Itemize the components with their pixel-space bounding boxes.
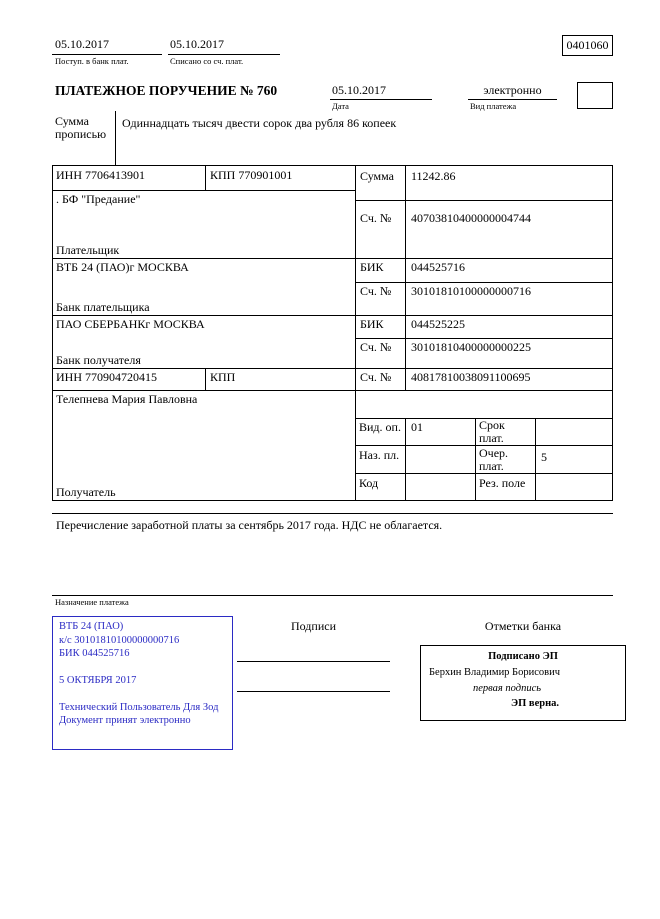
pay-term-label: Срок плат. — [479, 418, 505, 446]
table-grid-line — [405, 165, 406, 390]
received-in-bank-label: Поступ. в банк плат. — [55, 56, 129, 66]
beneficiary-inn: ИНН 770904720415 — [56, 370, 157, 384]
payer-bank-bik-label: БИК — [360, 260, 384, 274]
purpose-area-rule — [52, 595, 613, 596]
purpose-code-label: Наз. пл. — [359, 448, 400, 462]
beneficiary-section-label: Получатель — [56, 485, 116, 499]
debited-label: Списано со сч. плат. — [170, 56, 244, 66]
payer-account-label: Сч. № — [360, 211, 392, 225]
stamp-bank-name: ВТБ 24 (ПАО) — [59, 621, 124, 632]
beneficiary-bank-bik-label: БИК — [360, 317, 384, 331]
table-grid-line — [405, 418, 406, 500]
beneficiary-bank-account-value: 30101810400000000225 — [411, 340, 531, 354]
priority-label: Очер. плат. — [479, 446, 509, 474]
beneficiary-bank-account-label: Сч. № — [360, 340, 392, 354]
beneficiary-bank-bik-value: 044525225 — [411, 317, 465, 331]
code-label: Код — [359, 476, 379, 490]
esign-title: Подписано ЭП — [488, 651, 558, 662]
payer-bank-account-label: Сч. № — [360, 284, 392, 298]
table-grid-line — [355, 200, 612, 201]
payer-name: . БФ "Предание" — [56, 192, 141, 206]
bank-acceptance-stamp — [52, 616, 233, 750]
amount-cell-label: Сумма — [360, 169, 394, 183]
form-code: 0401060 — [566, 38, 609, 52]
stamp-date: 5 ОКТЯБРЯ 2017 — [59, 674, 137, 686]
document-date: 05.10.2017 — [332, 83, 386, 97]
stamp-corr-account: к/с 30101810100000000716 — [59, 634, 180, 646]
document-date-rule — [330, 99, 432, 100]
document-title: ПЛАТЕЖНОЕ ПОРУЧЕНИЕ № 760 — [55, 83, 278, 98]
priority-value: 5 — [541, 450, 547, 464]
op-kind-label: Вид. оп. — [359, 420, 401, 434]
payer-bank-bik-value: 044525716 — [411, 260, 465, 274]
amount-words-divider — [115, 111, 116, 165]
stamp-operator: Технический Пользователь Для Зод — [59, 701, 219, 713]
beneficiary-account-label: Сч. № — [360, 370, 392, 384]
beneficiary-kpp-label: КПП — [210, 370, 236, 384]
table-grid-line — [355, 338, 612, 339]
table-grid-line — [52, 315, 613, 316]
table-grid-line — [52, 500, 613, 501]
esign-kind: первая подпись — [473, 683, 542, 694]
stamp-spacer — [59, 661, 228, 674]
debited-date: 05.10.2017 — [170, 37, 224, 51]
payer-bank-name: ВТБ 24 (ПАО)г МОСКВА — [56, 260, 189, 274]
amount-words-label: Сумма прописью — [55, 114, 107, 142]
op-kind-value: 01 — [411, 420, 423, 434]
signature-line-2 — [237, 691, 390, 692]
table-grid-line — [52, 258, 613, 259]
beneficiary-bank-section-label: Банк получателя — [56, 353, 141, 367]
esign-status: ЭП верна. — [511, 698, 560, 709]
received-in-bank-date: 05.10.2017 — [55, 37, 109, 51]
purpose-label: Назначение платежа — [55, 597, 129, 607]
amount-in-words: Одиннадцать тысяч двести сорок два рубля 86 копеек — [122, 116, 397, 130]
payer-account-value: 40703810400000004744 — [411, 211, 531, 225]
table-grid-line — [52, 165, 613, 166]
amount-cell-value: 11242.86 — [411, 169, 456, 183]
payment-kind-label: Вид платежа — [470, 101, 517, 111]
payment-kind-value: электронно — [483, 83, 542, 97]
received-date-rule — [52, 54, 162, 55]
purpose-text: Перечисление заработной платы за сентябрь 2017 года. НДС не облагается. — [56, 518, 443, 532]
status-code-box — [577, 82, 613, 109]
table-grid-line — [52, 390, 613, 391]
stamp-status: Документ принят электронно — [59, 715, 191, 727]
table-grid-line — [355, 282, 612, 283]
beneficiary-name: Телепнева Мария Павловна — [56, 392, 198, 406]
bank-marks-label: Отметки банка — [484, 619, 562, 633]
table-grid-line — [205, 165, 206, 190]
payer-section-label: Плательщик — [56, 243, 120, 257]
table-grid-line — [475, 418, 476, 500]
reserve-field-label: Рез. поле — [479, 476, 526, 490]
table-grid-line — [535, 418, 536, 500]
beneficiary-bank-name: ПАО СБЕРБАНКг МОСКВА — [56, 317, 205, 331]
form-code-box — [562, 35, 613, 56]
stamp-bik: БИК 044525716 — [59, 648, 130, 660]
table-grid-line — [52, 513, 613, 514]
esign-signer: Берхин Владимир Борисович — [429, 667, 560, 678]
table-grid-line — [355, 165, 356, 500]
payer-inn: ИНН 7706413901 — [56, 168, 145, 182]
payer-bank-account-value: 30101810100000000716 — [411, 284, 531, 298]
table-grid-line — [52, 368, 613, 369]
signature-line-1 — [237, 661, 390, 662]
table-grid-line — [52, 190, 355, 191]
table-grid-line — [52, 165, 53, 500]
beneficiary-account-value: 40817810038091100695 — [411, 370, 531, 384]
payer-bank-section-label: Банк плательщика — [56, 300, 150, 314]
debited-date-rule — [168, 54, 280, 55]
payment-kind-rule — [468, 99, 557, 100]
payer-kpp: КПП 770901001 — [210, 168, 293, 182]
stamp-spacer — [59, 688, 228, 701]
table-grid-line — [612, 165, 613, 500]
esignature-box — [420, 645, 626, 721]
signatures-label: Подписи — [290, 619, 337, 633]
document-date-label: Дата — [332, 101, 349, 111]
table-grid-line — [205, 368, 206, 390]
